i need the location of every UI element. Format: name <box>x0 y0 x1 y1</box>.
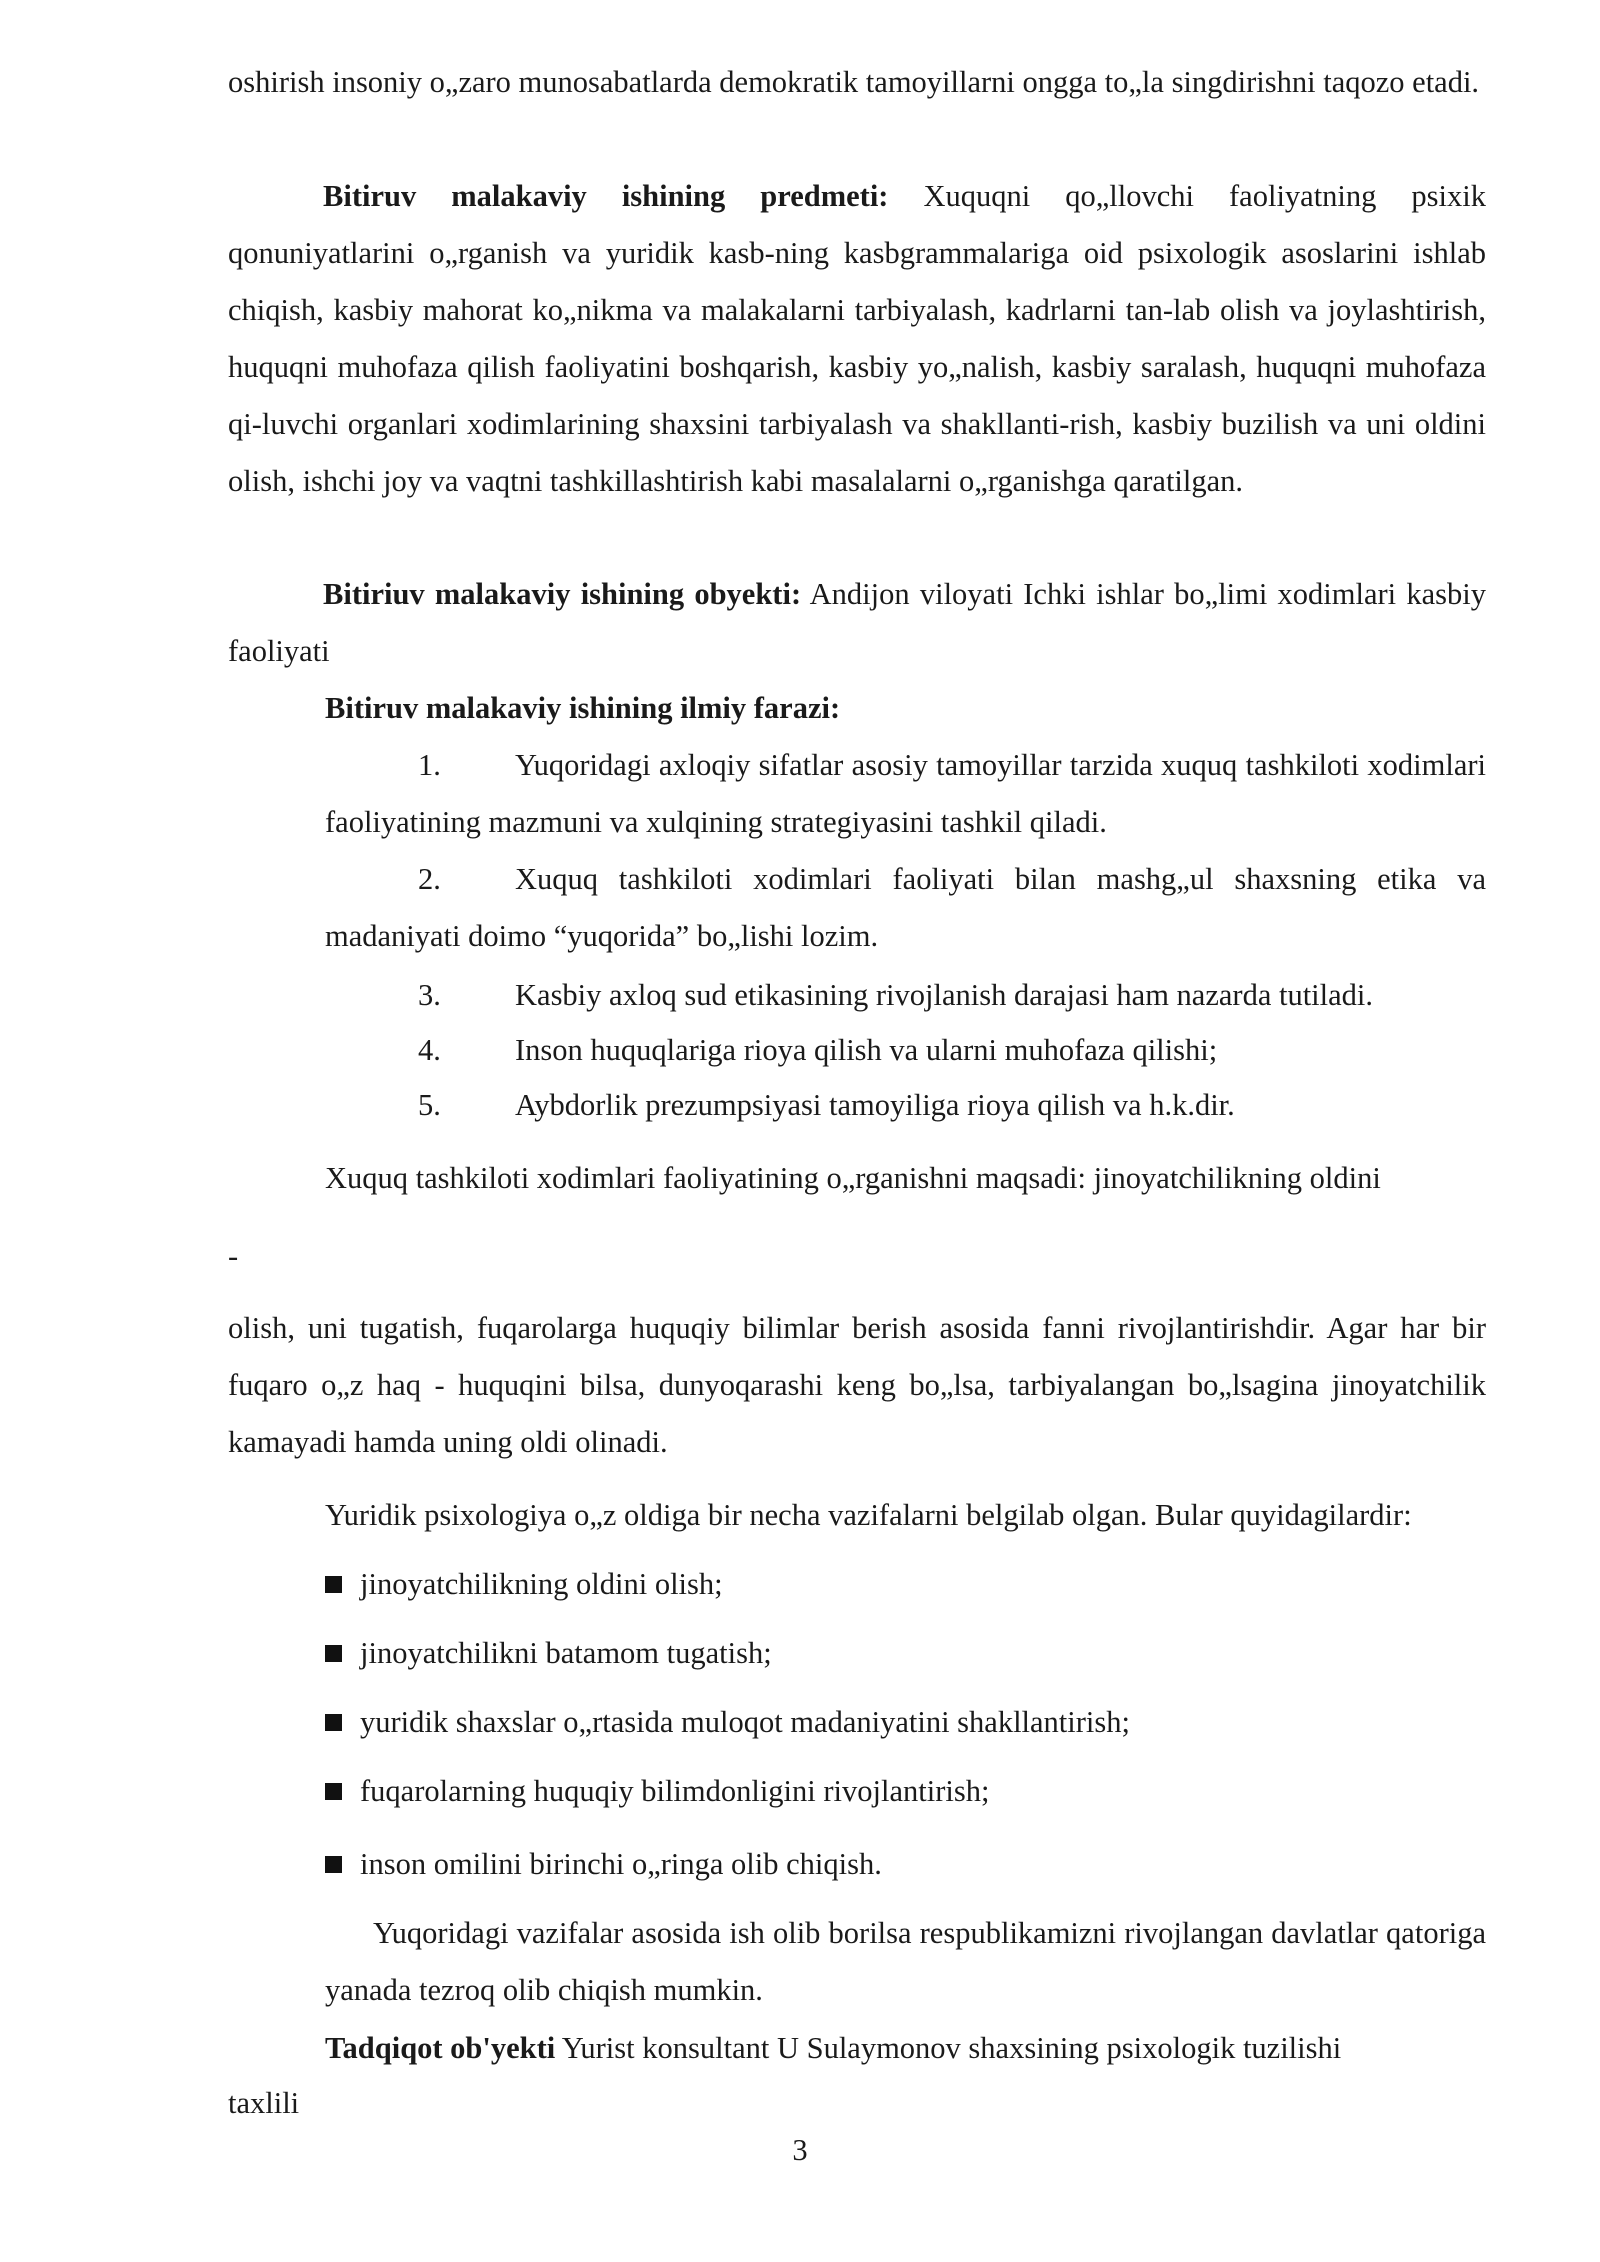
paragraph-object <box>228 566 1486 680</box>
task-list-item: jinoyatchilikning oldini olish; <box>325 1556 723 1613</box>
task-list-item: yuridik shaxslar o„rtasida muloqot madaniyatini shakllantirish; <box>325 1694 1130 1751</box>
conclusion-paragraph: Yuqoridagi vazifalar asosida ish olib borilsa respublikamizni rivojlangan davlatlar qatoriga yanada tezroq olib chiqish mumkin. <box>325 1916 1486 2007</box>
bullet-square-icon <box>325 1714 342 1731</box>
hypothesis-number: 5. <box>418 1088 441 1122</box>
goal-paragraph: olish, uni tugatish, fuqarolarga huquqiy bilimlar berish asosida fanni rivojlantirishdir. Agar har bir fuqaro o„z haq - huquqini bilsa, dunyoqarashi keng bo„lsa, tarbiyalangan bo„lsagina jinoyatchilik kamayadi hamda uning oldi olinadi. <box>228 1311 1486 1459</box>
task-list-item: inson omilini birinchi o„ringa olib chiqish. <box>325 1836 882 1893</box>
bullet-square-icon <box>325 1783 342 1800</box>
hypothesis-text: Yuqoridagi axloqiy sifatlar asosiy tamoyillar tarzida xuquq tashkiloti xodimlari faoliyatining mazmuni va xulqining strategiyasini tashkil qiladi. <box>325 748 1486 839</box>
task-list-item: fuqarolarning huquqiy bilimdonligini rivojlantirish; <box>325 1763 989 1820</box>
research-object-tail: taxlili <box>228 2086 300 2120</box>
hypothesis-heading: Bitiruv malakaviy ishining ilmiy farazi: <box>325 691 841 725</box>
hypothesis-number: 2. <box>418 862 441 896</box>
hypothesis-text: Aybdorlik prezumpsiyasi tamoyiliga rioya qilish va h.k.dir. <box>515 1088 1235 1122</box>
dash-mark: - <box>228 1239 239 1273</box>
hypothesis-item-1 <box>325 737 1486 851</box>
subject-text: Xuquqni qo„llovchi faoliyatning psixik qonuniyatlarini o„rganish va yuridik kasb-ning kasbgrammalariga oid psixologik asoslarini ishlab chiqish, kasbiy mahorat ko„nikma va malakalarni tarbiyalash, kadrlarni tan-lab olish va joylashtirish, huquqni muhofaza qilish faoliyatini boshqarish, kasbiy yo„nalish, kasbiy saralash, huquqni muhofaza qi-luvchi organlari xodimlarining shaxsini tarbiyalash va shakllanti-rish, kasbiy buzilish va uni oldini olish, ishchi joy va vaqtni tashkillashtirish kabi masalalarni o„rganishga qaratilgan. <box>228 179 1486 498</box>
hypothesis-text: Xuquq tashkiloti xodimlari faoliyati bilan mashg„ul shaxsning etika va madaniyati doimo “yuqorida” bo„lishi lozim. <box>325 862 1486 953</box>
research-object-line <box>325 2020 1341 2077</box>
hypothesis-item-2 <box>325 851 1486 965</box>
goal-first-line: Xuquq tashkiloti xodimlari faoliyatining o„rganishni maqsadi: jinoyatchilikning oldini <box>325 1161 1381 1195</box>
bullet-square-icon <box>325 1856 342 1873</box>
paragraph-subject <box>228 168 1486 510</box>
page-number: 3 <box>792 2133 808 2167</box>
subject-label: Bitiruv malakaviy ishining predmeti: <box>323 179 889 213</box>
hypothesis-number: 4. <box>418 1033 441 1067</box>
hypothesis-number: 3. <box>418 978 441 1012</box>
object-text: Andijon viloyati Ichki ishlar bo„limi xodimlari kasbiy faoliyati <box>228 577 1487 668</box>
object-label: Bitiriuv malakaviy ishining obyekti: <box>323 577 802 611</box>
hypothesis-text: Inson huquqlariga rioya qilish va ularni muhofaza qilishi; <box>515 1033 1218 1067</box>
bullet-square-icon <box>325 1576 342 1593</box>
hypothesis-number: 1. <box>418 748 441 782</box>
paragraph-intro: oshirish insoniy o„zaro munosabatlarda demokratik tamoyillarni ongga to„la singdirishni taqozo etadi. <box>228 65 1480 99</box>
tasks-intro: Yuridik psixologiya o„z oldiga bir necha vazifalarni belgilab olgan. Bular quyidagilardir: <box>325 1498 1412 1532</box>
research-object-text: Yurist konsultant U Sulaymonov shaxsining psixologik tuzilishi <box>555 2031 1342 2065</box>
bullet-square-icon <box>325 1645 342 1662</box>
research-object-label: Tadqiqot ob'yekti <box>325 2031 556 2065</box>
task-list-item: jinoyatchilikni batamom tugatish; <box>325 1625 772 1682</box>
hypothesis-text: Kasbiy axloq sud etikasining rivojlanish darajasi ham nazarda tutiladi. <box>515 978 1374 1012</box>
